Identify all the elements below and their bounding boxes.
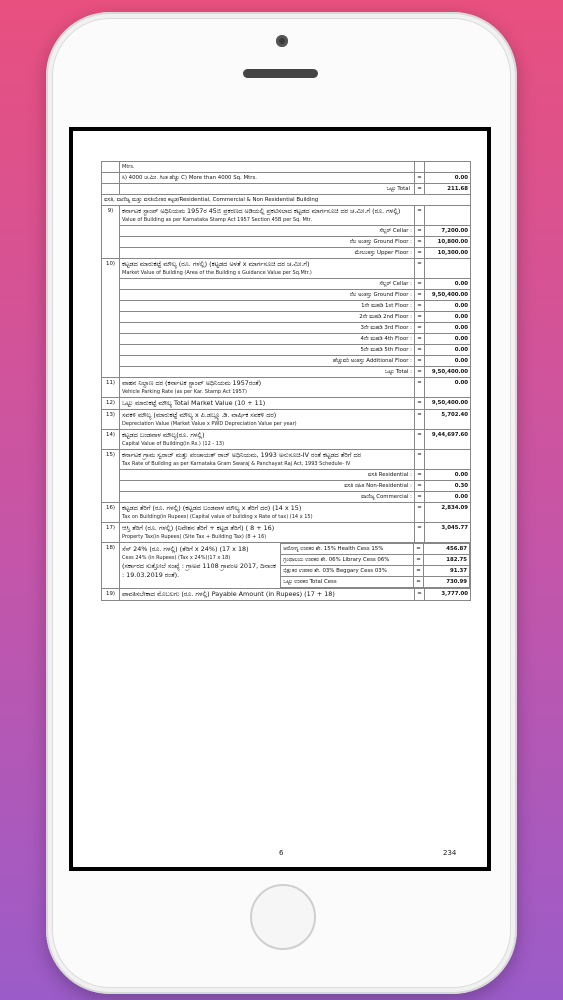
item-9-row-label: ಸೆಲ್ಲರ್ Cellar : (120, 226, 415, 237)
cess-value: 456.87 (424, 544, 470, 555)
item-10-row-label: 3ನೇ ಮಹಡಿ 3rd Floor : (120, 323, 415, 334)
home-button[interactable] (250, 884, 316, 950)
top-total-value: 211.68 (425, 184, 471, 195)
item-12-value: 9,50,400.00 (425, 398, 471, 410)
item-10-kannada: ಕಟ್ಟಡದ ಮಾರುಕಟ್ಟೆ ಮೌಲ್ಯ (ರೂ. ಗಳಲ್ಲಿ) (ಕಟ್ಟಡದ ಅಳತೆ x ಮಾರ್ಗಸೂಚಿ ದರ ಚ.ಮೀ.ಗೆ) (122, 260, 310, 268)
total-cess-value: 730.99 (424, 577, 470, 588)
item-10-row-label: 1ನೇ ಮಹಡಿ 1st Floor : (120, 301, 415, 312)
item-14-value: 9,44,697.60 (425, 430, 471, 450)
item-10-row-value: 0.00 (425, 334, 471, 345)
c-value: 0.00 (425, 173, 471, 184)
item-15-row-label: ವಾಣಿಜ್ಯ Commercial : (120, 492, 415, 503)
item-13-value: 5,702.40 (425, 410, 471, 430)
item-14-number: 14) (102, 430, 120, 450)
item-17-value: 3,045.77 (425, 523, 471, 543)
item-16-english: Tax on Building(in Rupees) (Capital value of building x Rate of tax) (14 x 15) (122, 514, 313, 520)
item-9-english: Value of Building as per Karnataka Stamp Act 1957 Section 45B per Sq. Mtr. (122, 217, 312, 223)
tax-table: Mtrs. ಸಿ) 4000 ಚ.ಮೀ. ಗಿಂತ ಹೆಚ್ಚು C) More than 4000 Sq. Mtrs. = 0.00 ಒಟ್ಟು Total = 211.68 ವಸತಿ, ವಾಣಿಜ್ಯ ಮತ್ತು ವಸತಿಯೇತರ ಕಟ್ಟಡ/Residential, Commercial & Non Residential Building 9) ಕರ್ನಾಟಕ ಸ್ಟಾಂಪ್ ಅಧಿನಿಯಮ 1957ರ 45ಬಿ ಪ್ರಕರಣದ ಅಡಿಯಲ್ಲಿ ಪ್ರಕಟಿಸಲಾದ ಕಟ್ಟಡದ ಮಾರ್ಗಸೂಚಿ ದರ ಚ.ಮೀ.ಗೆ (ರೂ. ಗಳಲ್ಲಿ) Value of Building as per Karnataka Stamp Act 1957 Section 45B per Sq. Mtr. = ಸೆಲ್ಲರ್ Cellar : = 7,200.00 ನೆಲ ಅಂತಸ್ತು Ground Floor : = 10,800.00 ಮೇಲಂತಸ್ತು Upper Floor : = 10,300.00 10) ಕಟ್ಟಡದ ಮಾರುಕಟ್ಟೆ ಮೌಲ್ಯ (ರೂ. ಗಳಲ್ಲಿ) (ಕಟ್ಟಡದ ಅಳತೆ x ಮಾರ್ಗಸೂಚಿ ದರ ಚ.ಮೀ.ಗೆ) Market Value of Building (Area of the Building x Guidance Value per Sq.Mtr.) = ಸೆಲ್ಲರ್ Cellar : = 0.00 ನೆಲ ಅಂತಸ್ತು Ground Floor : = 9,50,400.00 1ನೇ ಮಹಡಿ 1st Floor : = 0.00 2ನೇ ಮಹಡಿ 2nd Floor : = 0.00 3ನೇ ಮಹಡಿ 3rd Floor : = 0.00 4ನೇ ಮಹಡಿ 4th Floor : = 0.00 5ನೇ ಮಹಡಿ 5th Floor : = 0.00 ಹೆಚ್ಚುವರಿ ಅಂತಸ್ತು Additional Floor : = 0.00 ಒಟ್ಟು Total : = 9,50,400.00 11) ವಾಹನ ನಿಲ್ದಾಣ ದರ (ಕರ್ನಾಟಕ ಸ್ಟಾಂಪ್ ಅಧಿನಿಯಮ 1957ರಂತೆ) Vehicle Parking Rate (as per Kar. Stamp Act 1957) = 0.00 12) ಒಟ್ಟು ಮಾರುಕಟ್ಟೆ ಮೌಲ್ಯ Total Market Value (10 + 11) = 9,50,400.00 13) ಸವಕಳಿ ಮೌಲ್ಯ (ಮಾರುಕಟ್ಟೆ ಮೌಲ್ಯ x ಪಿ.ಡಬ್ಲ್ಯೂ.ಡಿ. ವಾರ್ಷಿಕ ಸವಕಳಿ ದರ) Depreciation Value (Market Value x PWD Depreciation Value per year) = 5,702.40 14) ಕಟ್ಟಡದ ಬಂಡವಾಳ ಮೌಲ್ಯ(ರೂ. ಗಳಲ್ಲಿ) Capital Value of Building(in Rs.) (12 - 13) = 9,44,697.60 15) ಕರ್ನಾಟಕ ಗ್ರಾಮ ಸ್ವರಾಜ್ ಮತ್ತು ಪಂಚಾಯತ್ ರಾಜ್ ಅಧಿನಿಯಮ, 1993 ಅನುಸೂಚಿ-IV ರಂತೆ ಕಟ್ಟಡದ ತೆರಿಗೆ ದರ Tax Rate of Building as per Karnataka Gram Swaraj & Panchayat Raj Act, 1993 Schedule- IV = ವಸತಿ Residential : = 0.00 ವಸತಿ ರಹಿತ Non-Residential : = 0.30 ವಾಣಿಜ್ಯ Commercial : = 0.00 16) ಕಟ್ಟಡದ ತೆರಿಗೆ (ರೂ. ಗಳಲ್ಲಿ) (ಕಟ್ಟಡದ ಬಂಡವಾಳ ಮೌಲ್ಯ x ತೆರಿಗೆ ದರ) (14 x 15) Tax on Building(in Rupees) (Capital value of building x Rate of tax) (14 x 15) = 2,834.09 17) ಆಸ್ತಿ ತೆರಿಗೆ (ರೂ. ಗಳಲ್ಲಿ) (ನಿವೇಶನ ತೆರಿಗೆ + ಕಟ್ಟಡ ತೆರಿಗೆ) ( 8 + 16) Property Tax(in Rupees) (Site Tax + Building Tax) (8 + 16) = 3,045.77 18) ಸೆಸ್ 24% (ರೂ. ಗಳಲ್ಲಿ) (ತೆರಿಗೆ x 24%) (17 x 18) Cess 24% (in Rupees) (Tax x 24%)(17 x 18) (ಸರ್ಕಾರದ ಸುತ್ತೋಲೆ ಸಂಖ್ಯೆ : ಗ್ರಾಅಪ 1108 ಗ್ರಾಪಂಅ 2017, ದಿನಾಂಕ : 19.03.2019 ರಂತೆ). ಆರೋಗ್ಯ ಉಪಕರ ಶೇ. 15% Health Cess 15% = 456.87 ಗ್ರಂಥಾಲಯ ಉಪಕರ ಶೇ. 06% Library Cess 06% = 182.75 ಭಿಕ್ಷುಕರ ಉಪಕರ ಶೇ. 03% Beggary Cess 03% = 91.37 ಒಟ್ಟು ಉಪಕರ Total Cess = 730.99 19) ಪಾವತಿಸಬೇಕಾದ ಮೊಬಲಗು (ರೂ. ಗಳಲ್ಲಿ) Payable Amount (in Rupees) (17 + 18) = 3,777.00 (101, 161, 471, 601)
item-15-english: Tax Rate of Building as per Karnataka Gram Swaraj & Panchayat Raj Act, 1993 Schedule- IV (122, 461, 351, 467)
item-19-value: 3,777.00 (425, 589, 471, 601)
item-10-total-value: 9,50,400.00 (425, 367, 471, 378)
cess-value: 182.75 (424, 555, 470, 566)
item-15-kannada: ಕರ್ನಾಟಕ ಗ್ರಾಮ ಸ್ವರಾಜ್ ಮತ್ತು ಪಂಚಾಯತ್ ರಾಜ್ ಅಧಿನಿಯಮ, 1993 ಅನುಸೂಚಿ-IV ರಂತೆ ಕಟ್ಟಡದ ತೆರಿಗೆ ದರ (122, 451, 361, 459)
item-12-text: ಒಟ್ಟು ಮಾರುಕಟ್ಟೆ ಮೌಲ್ಯ Total Market Value (10 + 11) (120, 398, 415, 410)
item-19-text: ಪಾವತಿಸಬೇಕಾದ ಮೊಬಲಗು (ರೂ. ಗಳಲ್ಲಿ) Payable Amount (in Rupees) (17 + 18) (120, 589, 415, 601)
total-cess-label: ಒಟ್ಟು ಉಪಕರ Total Cess (281, 577, 414, 588)
item-17-english: Property Tax(in Rupees) (Site Tax + Building Tax) (8 + 16) (122, 534, 267, 540)
item-14-english: Capital Value of Building(in Rs.) (12 - 13) (122, 441, 225, 447)
item-18-circular: (ಸರ್ಕಾರದ ಸುತ್ತೋಲೆ ಸಂಖ್ಯೆ : ಗ್ರಾಅಪ 1108 ಗ್ರಾಪಂಅ 2017, ದಿನಾಂಕ : 19.03.2019 ರಂತೆ). (122, 561, 276, 579)
tax-document (101, 161, 471, 601)
item-10-number: 10) (102, 259, 120, 378)
item-10-row-label: 5ನೇ ಮಹಡಿ 5th Floor : (120, 345, 415, 356)
item-9-row-value: 10,800.00 (425, 237, 471, 248)
cess-table: ಸೆಸ್ 24% (ರೂ. ಗಳಲ್ಲಿ) (ತೆರಿಗೆ x 24%) (17 x 18) Cess 24% (in Rupees) (Tax x 24%)(17 x 18) (ಸರ್ಕಾರದ ಸುತ್ತೋಲೆ ಸಂಖ್ಯೆ : ಗ್ರಾಅಪ 1108 ಗ್ರಾಪಂಅ 2017, ದಿನಾಂಕ : 19.03.2019 ರಂತೆ). ಆರೋಗ್ಯ ಉಪಕರ ಶೇ. 15% Health Cess 15% = 456.87 ಗ್ರಂಥಾಲಯ ಉಪಕರ ಶೇ. 06% Library Cess 06% = 182.75 ಭಿಕ್ಷುಕರ ಉಪಕರ ಶೇ. 03% Beggary Cess 03% = 91.37 ಒಟ್ಟು ಉಪಕರ Total Cess = 730.99 (120, 543, 470, 588)
item-9-row-value: 7,200.00 (425, 226, 471, 237)
item-10-row-value: 9,50,400.00 (425, 290, 471, 301)
item-15-row-value: 0.00 (425, 492, 471, 503)
item-13-kannada: ಸವಕಳಿ ಮೌಲ್ಯ (ಮಾರುಕಟ್ಟೆ ಮೌಲ್ಯ x ಪಿ.ಡಬ್ಲ್ಯೂ.ಡಿ. ವಾರ್ಷಿಕ ಸವಕಳಿ ದರ) (122, 411, 277, 419)
item-10-row-value: 0.00 (425, 345, 471, 356)
item-10-row-value: 0.00 (425, 312, 471, 323)
earpiece-speaker (243, 69, 318, 78)
item-10-total-label: ಒಟ್ಟು Total : (120, 367, 415, 378)
item-18-english: Cess 24% (in Rupees) (Tax x 24%)(17 x 18) (122, 554, 231, 561)
item-10-row-value: 0.00 (425, 323, 471, 334)
cess-label: ಆರೋಗ್ಯ ಉಪಕರ ಶೇ. 15% Health Cess 15% (281, 544, 414, 555)
item-16-number: 16) (102, 503, 120, 523)
item-9-row-value: 10,300.00 (425, 248, 471, 259)
item-13-english: Depreciation Value (Market Value x PWD Depreciation Value per year) (122, 421, 297, 427)
cess-label: ಗ್ರಂಥಾಲಯ ಉಪಕರ ಶೇ. 06% Library Cess 06% (281, 555, 414, 566)
item-18-number: 18) (102, 543, 120, 589)
item-14-kannada: ಕಟ್ಟಡದ ಬಂಡವಾಳ ಮೌಲ್ಯ(ರೂ. ಗಳಲ್ಲಿ) (122, 431, 205, 439)
item-17-kannada: ಆಸ್ತಿ ತೆರಿಗೆ (ರೂ. ಗಳಲ್ಲಿ) (ನಿವೇಶನ ತೆರಿಗೆ + ಕಟ್ಟಡ ತೆರಿಗೆ) ( 8 + 16) (122, 524, 275, 532)
item-13-number: 13) (102, 410, 120, 430)
item-10-row-value: 0.00 (425, 279, 471, 290)
item-18-kannada: ಸೆಸ್ 24% (ರೂ. ಗಳಲ್ಲಿ) (ತೆರಿಗೆ x 24%) (17 x 18) (122, 544, 249, 553)
item-16-value: 2,834.09 (425, 503, 471, 523)
item-12-number: 12) (102, 398, 120, 410)
item-15-row-label: ವಸತಿ ರಹಿತ Non-Residential : (120, 481, 415, 492)
c-label: ಸಿ) 4000 ಚ.ಮೀ. ಗಿಂತ ಹೆಚ್ಚು C) More than 4000 Sq. Mtrs. (120, 173, 415, 184)
item-11-kannada: ವಾಹನ ನಿಲ್ದಾಣ ದರ (ಕರ್ನಾಟಕ ಸ್ಟಾಂಪ್ ಅಧಿನಿಯಮ 1957ರಂತೆ) (122, 379, 262, 387)
page-number: 6 (279, 849, 284, 857)
item-10-row-label: ನೆಲ ಅಂತಸ್ತು Ground Floor : (120, 290, 415, 301)
item-15-number: 15) (102, 450, 120, 503)
front-camera-icon (276, 35, 288, 47)
item-9-row-label: ನೆಲ ಅಂತಸ್ತು Ground Floor : (120, 237, 415, 248)
item-10-english: Market Value of Building (Area of the Building x Guidance Value per Sq.Mtr.) (122, 270, 312, 276)
item-17-number: 17) (102, 523, 120, 543)
item-11-english: Vehicle Parking Rate (as per Kar. Stamp Act 1957) (122, 389, 247, 395)
cess-label: ಭಿಕ್ಷುಕರ ಉಪಕರ ಶೇ. 03% Beggary Cess 03% (281, 566, 414, 577)
item-11-value: 0.00 (425, 378, 471, 398)
item-10-row-value: 0.00 (425, 356, 471, 367)
item-10-row-label: ಸೆಲ್ಲರ್ Cellar : (120, 279, 415, 290)
item-15-row-label: ವಸತಿ Residential : (120, 470, 415, 481)
item-9-number: 9) (102, 206, 120, 259)
item-15-row-value: 0.30 (425, 481, 471, 492)
page-reference: 234 (443, 849, 457, 857)
item-9-row-label: ಮೇಲಂತಸ್ತು Upper Floor : (120, 248, 415, 259)
cess-value: 91.37 (424, 566, 470, 577)
item-10-row-label: 2ನೇ ಮಹಡಿ 2nd Floor : (120, 312, 415, 323)
item-16-kannada: ಕಟ್ಟಡದ ತೆರಿಗೆ (ರೂ. ಗಳಲ್ಲಿ) (ಕಟ್ಟಡದ ಬಂಡವಾಳ ಮೌಲ್ಯ x ತೆರಿಗೆ ದರ) (14 x 15) (122, 504, 302, 512)
document-page[interactable] (73, 131, 487, 867)
item-10-row-label: ಹೆಚ್ಚುವರಿ ಅಂತಸ್ತು Additional Floor : (120, 356, 415, 367)
section-header: ವಸತಿ, ವಾಣಿಜ್ಯ ಮತ್ತು ವಸತಿಯೇತರ ಕಟ್ಟಡ/Residential, Commercial & Non Residential Building (102, 195, 471, 206)
item-19-number: 19) (102, 589, 120, 601)
item-15-row-value: 0.00 (425, 470, 471, 481)
item-10-row-label: 4ನೇ ಮಹಡಿ 4th Floor : (120, 334, 415, 345)
item-11-number: 11) (102, 378, 120, 398)
phone-screen (69, 127, 491, 871)
mtrs-text: Mtrs. (120, 162, 415, 173)
top-total-label: ಒಟ್ಟು Total (120, 184, 415, 195)
item-10-row-value: 0.00 (425, 301, 471, 312)
item-9-kannada: ಕರ್ನಾಟಕ ಸ್ಟಾಂಪ್ ಅಧಿನಿಯಮ 1957ರ 45ಬಿ ಪ್ರಕರಣದ ಅಡಿಯಲ್ಲಿ ಪ್ರಕಟಿಸಲಾದ ಕಟ್ಟಡದ ಮಾರ್ಗಸೂಚಿ ದರ ಚ.ಮೀ.ಗೆ (ರೂ. ಗಳಲ್ಲಿ) (122, 207, 401, 215)
